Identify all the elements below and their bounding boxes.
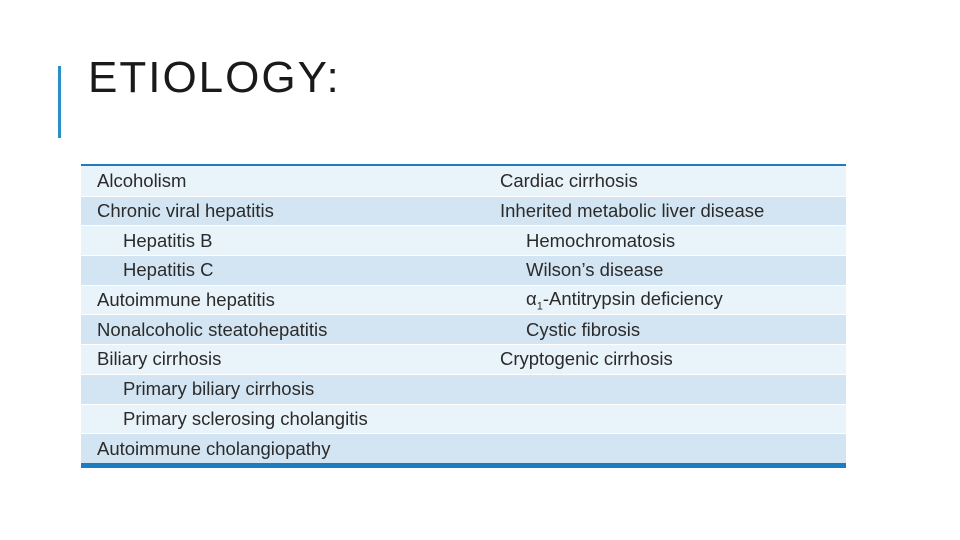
table-cell-left: Alcoholism (97, 169, 187, 191)
table-cell-left: Hepatitis B (123, 229, 213, 251)
table-row (81, 285, 846, 315)
table-row (81, 404, 846, 434)
alpha-subscript: 1 (536, 300, 543, 313)
table-row (81, 374, 846, 404)
table-cell-left: Primary biliary cirrhosis (123, 378, 315, 400)
table-row (81, 225, 846, 255)
table-cell-right: Inherited metabolic liver disease (500, 200, 765, 222)
table-cell-left: Autoimmune hepatitis (97, 289, 275, 311)
slide-title: ETIOLOGY: (88, 53, 341, 102)
table-cell-left: Hepatitis C (123, 259, 214, 281)
table-cell-right (484, 288, 846, 313)
table-row (81, 196, 846, 226)
table-cell-right: Hemochromatosis (526, 229, 676, 251)
table-cell-right: Cardiac cirrhosis (500, 169, 638, 191)
table-cell-left: Biliary cirrhosis (97, 348, 222, 370)
table-cell-right: Cystic fibrosis (526, 318, 641, 340)
table-row (81, 314, 846, 344)
table-cell-right: Wilson’s disease (526, 259, 664, 281)
alpha-symbol: α (526, 287, 537, 309)
etiology-table (81, 164, 846, 468)
table-cell-left: Nonalcoholic steatohepatitis (97, 318, 328, 340)
table-cell-right-text: -Antitrypsin deficiency (542, 287, 723, 309)
table-row (81, 255, 846, 285)
table-cell-left: Primary sclerosing cholangitis (123, 407, 368, 429)
table-row (81, 433, 846, 463)
table-cell-right: Cryptogenic cirrhosis (500, 348, 673, 370)
table-row (81, 166, 846, 196)
title-accent-bar (58, 66, 61, 138)
table-row (81, 344, 846, 374)
table-cell-left: Chronic viral hepatitis (97, 200, 274, 222)
table-cell-left: Autoimmune cholangiopathy (97, 437, 331, 459)
